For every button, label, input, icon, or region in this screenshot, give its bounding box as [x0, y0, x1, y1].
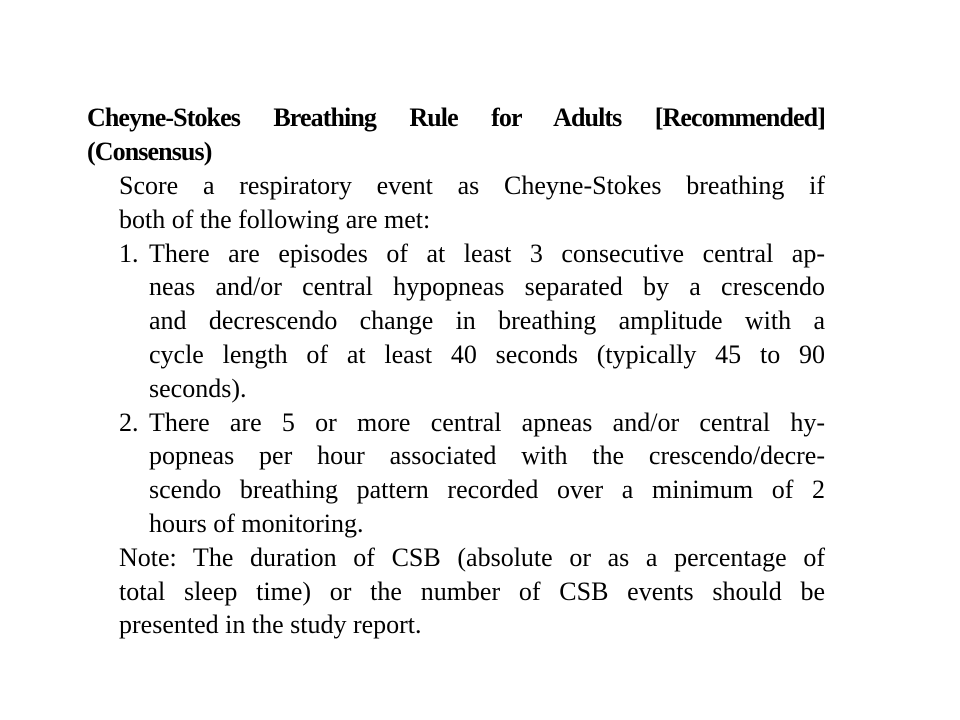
rule-content — [87, 101, 825, 642]
rule-title-line-2: (Consensus) — [87, 137, 212, 166]
criterion-line: and decrescendo change in breathing amplitude with a — [149, 306, 825, 336]
note-line-1: Note: The duration of CSB (absolute or as a percentage of — [119, 542, 825, 572]
rule-title-line-1: Cheyne-Stokes Breathing Rule for Adults [Recommended] — [87, 103, 825, 132]
criterion-line: There are episodes of at least 3 consecutive central ap- — [149, 238, 825, 268]
intro-line-1: Score a respiratory event as Cheyne-Stokes breathing if — [119, 171, 825, 200]
criterion-line: popneas per hour associated with the crescendo/decre- — [149, 441, 825, 471]
criteria-list — [119, 237, 825, 541]
rule-title — [87, 101, 825, 169]
criterion-line: seconds). — [149, 373, 247, 403]
intro-line-2: both of the following are met: — [119, 204, 431, 234]
criterion-item — [119, 237, 825, 406]
criterion-line: scendo breathing pattern recorded over a minimum of 2 — [149, 475, 825, 505]
criterion-line: cycle length of at least 40 seconds (typically 45 to 90 — [149, 339, 825, 369]
rule-body — [87, 169, 825, 642]
criterion-number: 2. — [119, 407, 139, 437]
note-line-3: presented in the study report. — [119, 610, 422, 640]
note-paragraph — [119, 541, 825, 642]
criterion-item — [119, 406, 825, 541]
note-line-2: total sleep time) or the number of CSB events should be — [119, 576, 825, 606]
criterion-number: 1. — [119, 238, 139, 268]
criterion-line: neas and/or central hypopneas separated by a crescendo — [149, 272, 825, 302]
criterion-line: There are 5 or more central apneas and/or central hy- — [149, 407, 825, 437]
intro-paragraph — [119, 169, 825, 237]
criterion-line: hours of monitoring. — [149, 508, 364, 538]
